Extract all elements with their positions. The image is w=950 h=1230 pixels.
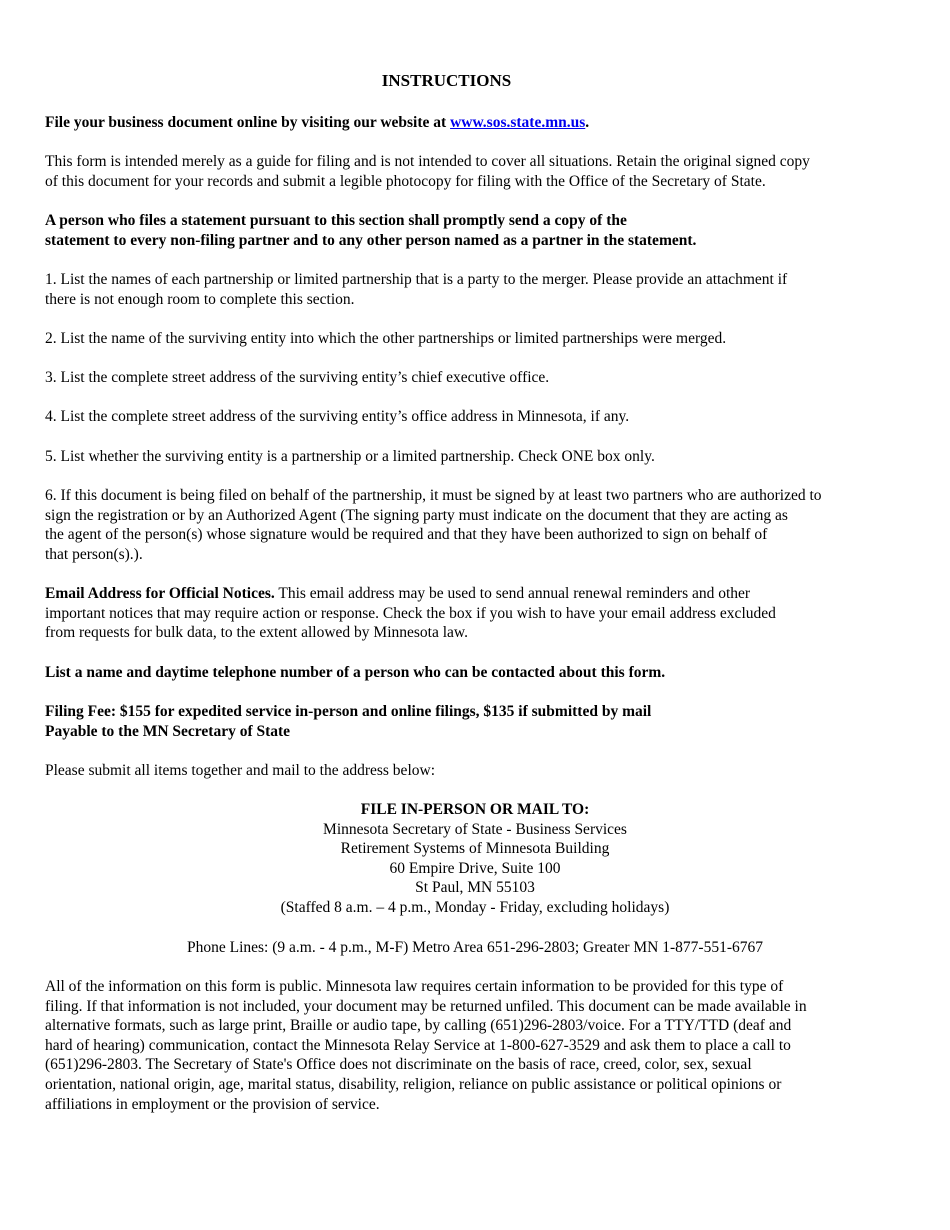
email-notice-label: Email Address for Official Notices. [45,585,275,602]
phone-lines [0,938,950,958]
address-heading: FILE IN-PERSON OR MAIL TO: [360,801,590,818]
phone-line: Phone Lines: (9 a.m. - 4 p.m., M-F) Metro Area 651-296-2803; Greater MN 1-877-551-6767 [187,939,763,956]
intro-line: of this document for your records and submit a legible photocopy for filing with the Office of the Secretary of State. [45,172,766,190]
email-notice-paragraph [45,584,915,643]
item-line: 4. List the complete street address of the surviving entity’s office address in Minnesota, if any. [45,408,630,425]
online-filing-note [45,113,915,133]
website-link[interactable]: www.sos.state.mn.us [450,114,586,131]
contact-line: List a name and daytime telephone number of a person who can be contacted about this form. [45,664,666,681]
address-line: Minnesota Secretary of State - Business Services [323,820,627,838]
notice-line: statement to every non-filing partner and to any other person named as a partner in the statement. [45,231,697,249]
page-title: INSTRUCTIONS [381,71,512,90]
item-line: 1. List the names of each partnership or limited partnership that is a party to the merger. Please provide an attachment if [45,271,788,288]
item-line: there is not enough room to complete this section. [45,290,355,308]
mailing-address [0,800,950,918]
fee-line: Payable to the MN Secretary of State [45,722,291,740]
office-hours: (Staffed 8 a.m. – 4 p.m., Monday - Friday, excluding holidays) [280,898,670,916]
item-line: 5. List whether the surviving entity is a partnership or a limited partnership. Check ONE box only. [45,448,655,465]
filing-fee [45,702,915,741]
instruction-item-5 [45,447,915,467]
email-notice-line: from requests for bulk data, to the extent allowed by Minnesota law. [45,624,468,642]
intro-line: This form is intended merely as a guide for filing and is not intended to cover all situations. Retain the original signed copy [45,153,810,170]
notice-line: A person who files a statement pursuant to this section shall promptly send a copy of the [45,212,627,229]
submit-instruction [45,761,915,781]
public-information-notice [45,977,915,1114]
item-line: sign the registration or by an Authorized Agent (The signing party must indicate on the document that they are acting as [45,506,788,524]
item-line: 2. List the name of the surviving entity into which the other partnerships or limited partnerships were merged. [45,330,727,347]
online-filing-text: File your business document online by visiting our website at [45,114,451,131]
address-line: Retirement Systems of Minnesota Building [340,840,610,858]
public-line: alternative formats, such as large print, Braille or audio tape, by calling (651)296-2803/voice. For a TTY/TTD (deaf and [45,1017,792,1035]
item-line: 3. List the complete street address of the surviving entity’s chief executive office. [45,369,550,386]
email-notice-line: This email address may be used to send annual renewal reminders and other [274,585,751,602]
instruction-item-6 [45,486,915,564]
public-line: (651)296-2803. The Secretary of State's Office does not discriminate on the basis of race, creed, color, sex, sexual [45,1056,752,1074]
item-line: that person(s).). [45,545,143,563]
fee-line: Filing Fee: $155 for expedited service in-person and online filings, $135 if submitted by mail [45,703,652,720]
public-line: affiliations in employment or the provision of service. [45,1095,380,1113]
public-line: orientation, national origin, age, marital status, disability, religion, reliance on public assistance or political opinions or [45,1075,782,1093]
item-line: 6. If this document is being filed on behalf of the partnership, it must be signed by at least two partners who are authorized to [45,487,822,504]
address-line: St Paul, MN 55103 [415,879,535,897]
email-notice-line: important notices that may require action or response. Check the box if you wish to have your email address excluded [45,604,776,622]
public-line: All of the information on this form is public. Minnesota law requires certain information to be provided for this type of [45,978,784,995]
instruction-item-1 [45,270,915,309]
contact-instruction [45,663,915,683]
address-line: 60 Empire Drive, Suite 100 [389,859,561,877]
instruction-item-3 [45,368,915,388]
partner-copy-notice [45,211,915,250]
submit-line: Please submit all items together and mail to the address below: [45,762,435,779]
public-line: hard of hearing) communication, contact the Minnesota Relay Service at 1-800-627-3529 and ask them to place a call to [45,1036,791,1054]
public-line: filing. If that information is not included, your document may be returned unfiled. This document can be made available in [45,997,807,1015]
instruction-item-2 [45,329,915,349]
instruction-item-4 [45,407,915,427]
online-filing-end: . [585,114,590,131]
intro-paragraph [45,152,915,191]
item-line: the agent of the person(s) whose signature would be required and that they have been authorized to sign on behalf of [45,526,768,544]
